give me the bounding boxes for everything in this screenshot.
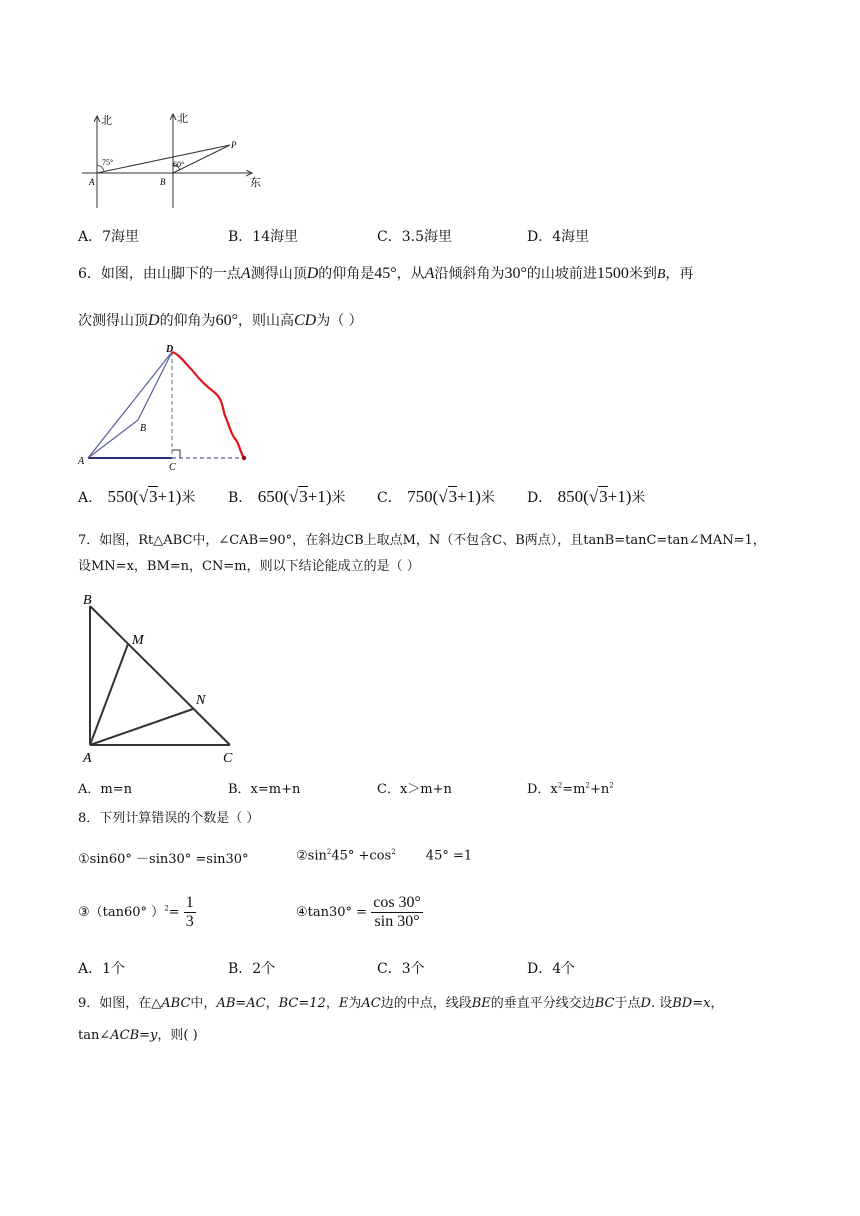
q6-option-a: A． 550(√3+1)米 [78,487,196,506]
q5-option-a: A．7海里 [78,229,140,245]
point-a-label: A [78,456,85,467]
q9-line2: tan∠ACB=y，则( ) [78,1028,198,1043]
mountain-slope [172,352,244,458]
q6-option-d: D． 850(√3+1)米 [527,487,646,506]
north-label-2: 北 [177,113,188,125]
line-bd [138,352,172,420]
angle-60-label: 60° [173,160,185,169]
point-d-label: D [166,344,174,355]
point-c-label: C [169,462,176,473]
q8-line1: 8．下列计算错误的个数是（ ） [78,811,260,826]
q5-option-b: B．14海里 [228,229,299,245]
q6-option-b: B． 650(√3+1)米 [228,487,346,506]
q8-item3: ③（tan60° ）$^2$= $\frac{1}{3}$ [78,894,194,930]
q8-option-b: B．2个 [228,961,276,977]
q7-option-b: B．x=m+n [228,782,301,797]
point-m-label: M [132,633,144,648]
q8-option-a: A．1个 [78,961,126,977]
q5-option-d: D．4海里 [527,229,590,245]
q6-option-c: C． 750(√3+1)米 [377,487,495,506]
line-am [90,644,128,745]
north-label-1: 北 [101,115,112,127]
point-n-label: N [196,693,206,708]
q8-item2: $②\sin^245^\circ +\cos^2$ 45° =1 [296,848,473,864]
q7-line2: 设MN=x，BM=n，CN=m，则以下结论能成立的是（ ） [78,559,420,574]
line-an [90,709,193,745]
point-a-label: A [89,177,95,187]
line-ad [88,352,172,458]
q6-line1: 6．如图，由山脚下的一点A测得山顶D的仰角是45°，从A沿倾斜角为30°的山坡前进1500米到B，再 [78,265,694,282]
point-a-label: A [83,751,92,766]
angle-75-label: 75° [102,158,114,167]
point-p-label: P [231,140,237,150]
point-b-label: B [140,423,147,434]
point-b-label: B [160,177,166,187]
q6-line2: 次测得山顶D的仰角为60°，则山高CD为（ ） [78,312,363,329]
q8-option-c: C．3个 [377,961,425,977]
q7-option-c: C．x＞m+n [377,782,452,797]
point-b-label: B [83,593,92,608]
figure-q7 [80,588,245,768]
q7-option-d: D．$x^2=m^2+n^2$ [527,781,614,797]
figure-q6 [74,340,254,475]
q9-line1: 9．如图，在△ABC中，AB=AC，BC=12，E为AC边的中点，线段BE的垂直平分线交边BC于点D. 设BD=x， [78,996,724,1011]
q5-option-c: C．3.5海里 [377,229,452,245]
q8-item4: ④tan30° = $\frac{\cos 30^\circ}{\sin 30^\circ}$ [296,894,421,930]
figure-q5 [80,110,270,215]
q8-item1: ①sin60° －sin30° =sin30° [78,852,249,867]
point-c-label: C [223,751,233,766]
line-ap [97,145,230,173]
q8-option-d: D．4个 [527,961,576,977]
q7-line1: 7．如图，Rt△ABC中，∠CAB=90°，在斜边CB上取点M，N（不包含C、B两点），且tanB=tanC=tan∠MAN=1， [78,533,766,548]
q7-option-a: A．m=n [78,782,132,797]
line-bc [90,606,230,745]
east-label: 东 [250,177,261,189]
